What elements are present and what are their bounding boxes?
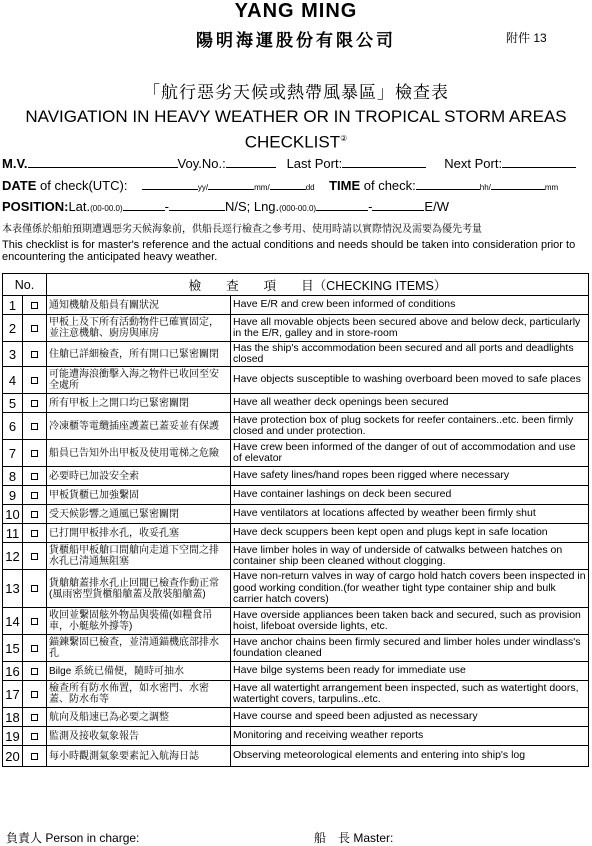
voy-label: Voy.No.: <box>177 156 226 171</box>
dd-hint: dd <box>305 183 315 192</box>
checkbox-square-icon[interactable] <box>31 585 38 592</box>
item-text-zh: 冷凍櫃等電纜插座護蓋已蓋妥並有保護 <box>47 413 231 440</box>
lng-dash: - <box>368 199 373 214</box>
ew-label: E/W <box>424 199 449 214</box>
item-text-en: Have all watertight arrangement been inspected, such as watertight doors, watertight covers, tarpulins..etc. <box>231 681 589 708</box>
item-checkbox[interactable] <box>23 524 47 543</box>
item-text-zh: 已打開甲板排水孔，收妥孔塞 <box>47 524 231 543</box>
item-checkbox[interactable] <box>23 296 47 315</box>
item-text-zh: 住艙已詳細檢查，所有開口已緊密關閉 <box>47 342 231 367</box>
checklist-row <box>3 296 589 315</box>
date-label-rest: of check(UTC): <box>36 178 128 193</box>
next-port-label: Next Port: <box>444 156 503 171</box>
checklist-row <box>3 570 589 608</box>
item-checkbox[interactable] <box>23 635 47 662</box>
item-number: 14 <box>3 608 23 635</box>
item-checkbox[interactable] <box>23 413 47 440</box>
item-text-zh: 甲板上及下所有活動物件已確實固定，並注意機艙、廚房與庫房 <box>47 315 231 342</box>
item-text-en: Have safety lines/hand ropes been rigged where necessary <box>231 467 589 486</box>
item-checkbox[interactable] <box>23 543 47 570</box>
checklist-table <box>2 273 589 767</box>
checkbox-square-icon[interactable] <box>31 325 38 332</box>
checkbox-square-icon[interactable] <box>31 450 38 457</box>
item-text-en: Have container lashings on deck been secured <box>231 486 589 505</box>
item-text-zh: 受天候影響之通風已緊密關閉 <box>47 505 231 524</box>
checkbox-square-icon[interactable] <box>31 377 38 384</box>
item-checkbox[interactable] <box>23 608 47 635</box>
lat-dash: - <box>164 199 169 214</box>
item-text-en: Have all weather deck openings been secured <box>231 394 589 413</box>
note-zh: 本表僅係於船舶預期遭遇惡劣天候海象前，供船長逕行檢查之參考用、使用時請以實際情況及需要為優先考量 <box>2 224 482 235</box>
item-text-en: Have bilge systems been ready for immediate use <box>231 662 589 681</box>
master-label: 船 長 Master: <box>314 831 394 845</box>
item-text-en: Have course and speed been adjusted as necessary <box>231 708 589 727</box>
checkbox-square-icon[interactable] <box>31 668 38 675</box>
item-number: 5 <box>3 394 23 413</box>
item-text-en: Have non-return valves in way of cargo hold hatch covers been inspected in good working condition.(for weather tight type container ship and bulk carrier hatch covers) <box>231 570 589 608</box>
ns-label: N/S; Lng. <box>224 199 280 214</box>
lng-min-field[interactable] <box>372 199 424 211</box>
vessel-voyage-line <box>2 156 590 171</box>
checkbox-square-icon[interactable] <box>31 302 38 309</box>
item-text-en: Have ventilators at locations affected by weather been firmly shut <box>231 505 589 524</box>
item-checkbox[interactable] <box>23 570 47 608</box>
lat-deg-field[interactable] <box>123 199 165 211</box>
item-text-zh: 通知機艙及船員有關狀況 <box>47 296 231 315</box>
item-checkbox[interactable] <box>23 467 47 486</box>
checkbox-square-icon[interactable] <box>31 400 38 407</box>
checklist-row <box>3 394 589 413</box>
item-text-en: Have objects susceptible to washing overboard been moved to safe places <box>231 367 589 394</box>
lng-deg-field[interactable] <box>316 199 368 211</box>
checkbox-square-icon[interactable] <box>31 733 38 740</box>
checklist-row <box>3 440 589 467</box>
checkbox-square-icon[interactable] <box>31 511 38 518</box>
note-en: This checklist is for master's reference and the actual conditions and needs should be taken into consideration prior to encountering the anticipated heavy weather. <box>2 239 576 263</box>
checkbox-square-icon[interactable] <box>31 492 38 499</box>
item-number: 9 <box>3 486 23 505</box>
checklist-row <box>3 367 589 394</box>
col-no-header: No. <box>3 274 47 296</box>
lng-format: (000-00.0) <box>279 204 317 213</box>
item-text-zh: 監測及接收氣象報告 <box>47 727 231 746</box>
mm-hint: mm/ <box>254 183 270 192</box>
item-number: 8 <box>3 467 23 486</box>
item-text-en: Have crew been informed of the danger of out of accommodation and use of elevator <box>231 440 589 467</box>
item-text-zh: 所有甲板上之開口均已緊密關閉 <box>47 394 231 413</box>
item-number: 20 <box>3 746 23 767</box>
date-label: DATE <box>2 178 37 193</box>
time-label: TIME <box>329 178 361 193</box>
item-number: 15 <box>3 635 23 662</box>
day-field[interactable] <box>270 178 306 190</box>
item-text-en: Have protection box of plug sockets for reefer containers..etc. been firmly closed and under protection. <box>231 413 589 440</box>
checklist-title-zh: 「航行惡劣天候或熱帶風暴區」檢查表 <box>143 83 449 102</box>
item-number: 2 <box>3 315 23 342</box>
item-checkbox[interactable] <box>23 708 47 727</box>
hour-field[interactable] <box>416 178 480 190</box>
checklist-row <box>3 413 589 440</box>
item-checkbox[interactable] <box>23 315 47 342</box>
item-text-en: Have limber holes in way of underside of catwalks between hatches on container ship been cleaned without clogging. <box>231 543 589 570</box>
position-label: POSITION: <box>2 199 69 214</box>
lat-format: (00-00.0) <box>90 204 123 213</box>
mv-label: M.V. <box>2 156 28 171</box>
item-text-zh: 船員已告知外出甲板及使用電梯之危險 <box>47 440 231 467</box>
checklist-row <box>3 681 589 708</box>
item-checkbox[interactable] <box>23 342 47 367</box>
lat-min-field[interactable] <box>169 199 225 211</box>
hh-hint: hh/ <box>479 183 491 192</box>
item-text-en: Has the ship's accommodation been secured and all ports and deadlights closed <box>231 342 589 367</box>
checklist-row <box>3 727 589 746</box>
item-number: 6 <box>3 413 23 440</box>
checklist-row <box>3 505 589 524</box>
checklist-header-row <box>3 274 589 296</box>
item-text-zh: 可能遭海浪衝擊入海之物件已收回至安全處所 <box>47 367 231 394</box>
item-text-zh: 錨鍊繫固已檢查，並清通錨機底部排水孔 <box>47 635 231 662</box>
checkbox-square-icon[interactable] <box>31 530 38 537</box>
item-text-zh: 檢查所有防水佈置，如水密門、水密蓋、防水布等 <box>47 681 231 708</box>
yy-hint: yy/ <box>197 183 209 192</box>
item-text-en: Have E/R and crew been informed of conditions <box>231 296 589 315</box>
checklist-title-en <box>20 106 572 154</box>
item-text-zh: 必要時已加設安全索 <box>47 467 231 486</box>
voy-field[interactable] <box>226 156 276 168</box>
date-time-line <box>2 178 590 193</box>
item-text-en: Have anchor chains been firmly secured and limber holes under windlass's foundation cleaned <box>231 635 589 662</box>
item-text-zh: Bilge 系統已備便，隨時可抽水 <box>47 662 231 681</box>
item-checkbox[interactable] <box>23 681 47 708</box>
col-items-header: 檢 查 項 目（CHECKING ITEMS） <box>47 274 589 296</box>
checklist-row <box>3 608 589 635</box>
item-text-zh: 貨櫃船甲板艙口間艙向走道下空間之排水孔已清通無阻塞 <box>47 543 231 570</box>
item-number: 13 <box>3 570 23 608</box>
attachment-label: 附件 13 <box>506 31 547 45</box>
last-port-label: Last Port: <box>286 156 343 171</box>
checkbox-square-icon[interactable] <box>31 691 38 698</box>
position-line <box>2 199 590 214</box>
checkbox-square-icon[interactable] <box>31 423 38 430</box>
month-field[interactable] <box>208 178 254 190</box>
checkbox-square-icon[interactable] <box>31 753 38 760</box>
checklist-row <box>3 662 589 681</box>
item-checkbox[interactable] <box>23 394 47 413</box>
checklist-row <box>3 708 589 727</box>
minute-field[interactable] <box>491 178 545 190</box>
item-number: 18 <box>3 708 23 727</box>
item-checkbox[interactable] <box>23 727 47 746</box>
checkbox-square-icon[interactable] <box>31 553 38 560</box>
item-text-en: Have deck scuppers been kept open and plugs kept in safe location <box>231 524 589 543</box>
item-number: 17 <box>3 681 23 708</box>
checklist-row <box>3 467 589 486</box>
item-checkbox[interactable] <box>23 367 47 394</box>
person-in-charge-label: 負責人 Person in charge: <box>6 831 140 845</box>
checklist-row <box>3 342 589 367</box>
item-number: 16 <box>3 662 23 681</box>
checklist-row <box>3 635 589 662</box>
checklist-row <box>3 746 589 767</box>
item-text-en: Have all movable objects been secured above and below deck, particularly in the E/R, galley and in store-room <box>231 315 589 342</box>
checklist-row <box>3 524 589 543</box>
item-number: 12 <box>3 543 23 570</box>
item-number: 10 <box>3 505 23 524</box>
item-checkbox[interactable] <box>23 505 47 524</box>
company-name-zh: 陽明海運股份有限公司 <box>196 31 396 50</box>
checklist-title-en-text: NAVIGATION IN HEAVY WEATHER OR IN TROPICAL STORM AREAS CHECKLIST <box>25 107 567 152</box>
checkbox-square-icon[interactable] <box>31 473 38 480</box>
item-checkbox[interactable] <box>23 486 47 505</box>
item-number: 1 <box>3 296 23 315</box>
item-text-zh: 航向及船速已為必要之調整 <box>47 708 231 727</box>
checklist-row <box>3 543 589 570</box>
company-name-en: YANG MING <box>234 0 358 22</box>
checklist-row <box>3 315 589 342</box>
checkbox-square-icon[interactable] <box>31 714 38 721</box>
item-checkbox[interactable] <box>23 662 47 681</box>
year-field[interactable] <box>142 178 198 190</box>
revision-mark: ② <box>340 134 348 143</box>
time-label-rest: of check: <box>360 178 416 193</box>
item-checkbox[interactable] <box>23 746 47 767</box>
item-number: 19 <box>3 727 23 746</box>
last-port-field[interactable] <box>342 156 426 168</box>
mv-field[interactable] <box>28 156 178 168</box>
item-text-en: Observing meteorological elements and entering into ship's log <box>231 746 589 767</box>
item-text-zh: 收回並繫固舷外物品與裝備(如糧食吊車，小艇舷外撐等) <box>47 608 231 635</box>
item-number: 4 <box>3 367 23 394</box>
item-number: 7 <box>3 440 23 467</box>
item-text-zh: 甲板貨櫃已加強繫固 <box>47 486 231 505</box>
mm2-hint: mm <box>544 183 559 192</box>
item-text-en: Have overside appliances been taken back and secured, such as provision hoist, lifeboat overside lights, etc. <box>231 608 589 635</box>
checklist-row <box>3 486 589 505</box>
checkbox-square-icon[interactable] <box>31 618 38 625</box>
item-text-zh: 貨艙艙蓋排水孔止回閥已檢查作動正常(風雨密型貨櫃船艙蓋及散裝船艙蓋) <box>47 570 231 608</box>
next-port-field[interactable] <box>502 156 576 168</box>
item-text-zh: 每小時觀測氣象要素記入航海日誌 <box>47 746 231 767</box>
checkbox-square-icon[interactable] <box>31 351 38 358</box>
item-number: 3 <box>3 342 23 367</box>
item-text-en: Monitoring and receiving weather reports <box>231 727 589 746</box>
item-checkbox[interactable] <box>23 440 47 467</box>
item-number: 11 <box>3 524 23 543</box>
lat-label: Lat. <box>68 199 91 214</box>
checkbox-square-icon[interactable] <box>31 645 38 652</box>
